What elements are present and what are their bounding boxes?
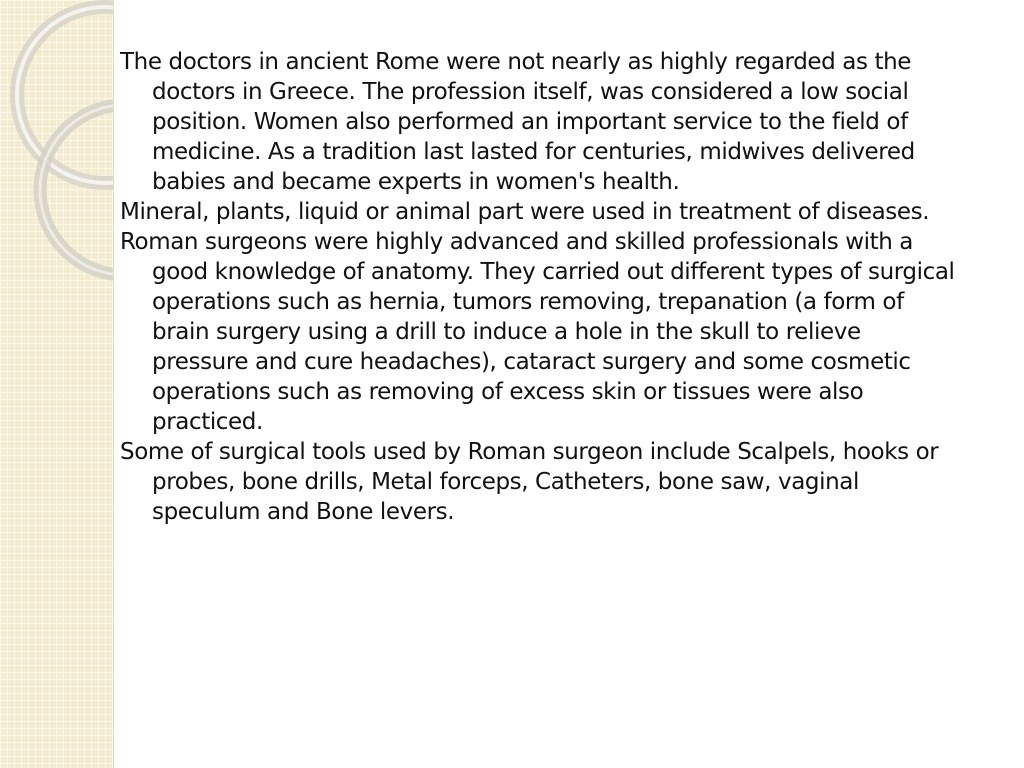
decorative-rings-graphic — [0, 0, 114, 768]
bullet-item: Roman surgeons were highly advanced and skilled professionals with a good knowledge of anatomy. They carried out different types of surgical operations such as hernia, tumors removing, trepanation (a form of brain surgery using a drill to induce a hole in the skull to relieve pressure and cure headaches), cataract surgery and some cosmetic operations such as removing of excess skin or tissues were also practiced. — [120, 229, 955, 435]
bullet-list — [120, 47, 960, 527]
bullet-item: Some of surgical tools used by Roman surgeon include Scalpels, hooks or probes, bone drills, Metal forceps, Catheters, bone saw, vaginal speculum and Bone levers. — [120, 439, 939, 525]
bullet-item: The doctors in ancient Rome were not nearly as highly regarded as the doctors in Greece. The profession itself, was considered a low social position. Women also performed an important service to the field of medicine. As a tradition last lasted for centuries, midwives delivered babies and became experts in women's health. — [120, 49, 915, 195]
bullet-item: Mineral, plants, liquid or animal part were used in treatment of diseases. — [120, 199, 930, 225]
decorative-side-panel — [0, 0, 114, 768]
